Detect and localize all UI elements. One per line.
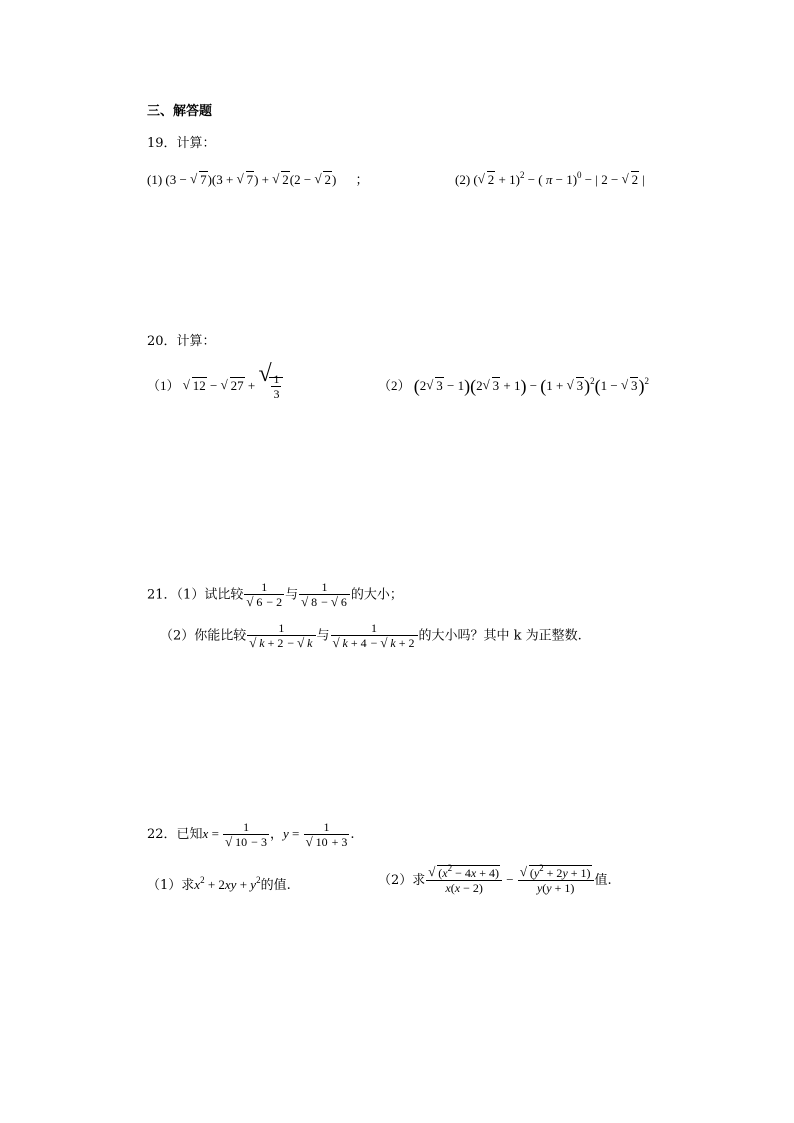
q21-fraction-c: 1 √ k + 2 − √ k xyxy=(247,621,315,651)
q22-part2 xyxy=(378,863,612,896)
q19-part2-expression: ( √ 2 + 1)$^2$ − ( π − 1)$^0$ − | 2 − √ 2 | xyxy=(473,170,645,187)
q20-part1 xyxy=(147,361,283,402)
q20-part2-expression: (2 √ 3 − 1)(2 √ 3 + 1) − (1 + √ 3)$^2$(1 − √ 3)$^2$ xyxy=(413,376,649,396)
q22-y-definition: y = 1 √ 10 + 3 xyxy=(282,820,348,849)
q22-x-definition: x = 1 √ 10 − 3 xyxy=(202,820,267,849)
q22-given xyxy=(147,820,355,850)
q20-part1-label: （1） xyxy=(147,377,180,393)
q20-part1-expression: √ 12 − √ 27 + √ $\frac{1}{3}$ xyxy=(183,378,284,393)
section-title: 三、解答题 xyxy=(147,104,213,119)
q22-part1-expression: $x^2 + 2xy + y^2$ xyxy=(194,875,261,892)
q21-part2 xyxy=(160,621,582,651)
q20-part2-label: （2） xyxy=(378,378,411,393)
q20-part2 xyxy=(378,378,649,394)
q22-given-end: . xyxy=(350,826,355,842)
q21-label: 21．（1）试比较 xyxy=(147,587,244,603)
q21-part2-label: （2）你能比较 xyxy=(160,628,247,644)
q21-part1-between: 与 xyxy=(285,587,299,603)
q22-part2-end: 值. xyxy=(594,872,612,888)
q21-part2-end: 的大小吗？其中 k 为正整数. xyxy=(418,628,582,644)
q22-part1-label: （1）求 xyxy=(147,878,195,893)
q19-part1-label: (1) xyxy=(147,172,163,187)
q22-part2-label: （2）求 xyxy=(378,872,426,888)
q21-fraction-d: 1 √ k + 4 − √ k + 2 xyxy=(331,621,418,651)
q22-part1-end: 的值. xyxy=(260,878,291,893)
q22-part2-expression: √ $(x^2 - 4x + 4)$ x(x − 2) − √ $(y^2 + 2y + 1)$ y(y + 1) xyxy=(425,872,594,887)
q20-label: 20．计算： xyxy=(147,334,216,349)
q19-label: 19．计算： xyxy=(147,136,216,151)
q21-fraction-b: 1 √ 8 − √ 6 xyxy=(299,580,350,610)
q19-part2-label: (2) xyxy=(455,172,471,187)
q21-fraction-a: 1 √ 6 − 2 xyxy=(246,580,283,609)
q21-part1 xyxy=(147,580,403,610)
q19-part1-separator: ； xyxy=(355,172,369,187)
q22-part1 xyxy=(147,877,291,894)
q19-part2 xyxy=(455,172,645,188)
q22-label: 22．已知 xyxy=(147,826,203,842)
q19-part1 xyxy=(147,172,369,188)
q22-given-comma: ， xyxy=(269,826,283,842)
q19-part1-expression: (3 − √ 7)(3 + √ 7) + √ 2(2 − √ 2) xyxy=(165,171,337,187)
q21-part2-between: 与 xyxy=(316,628,330,644)
q21-part1-end: 的大小； xyxy=(350,587,403,603)
